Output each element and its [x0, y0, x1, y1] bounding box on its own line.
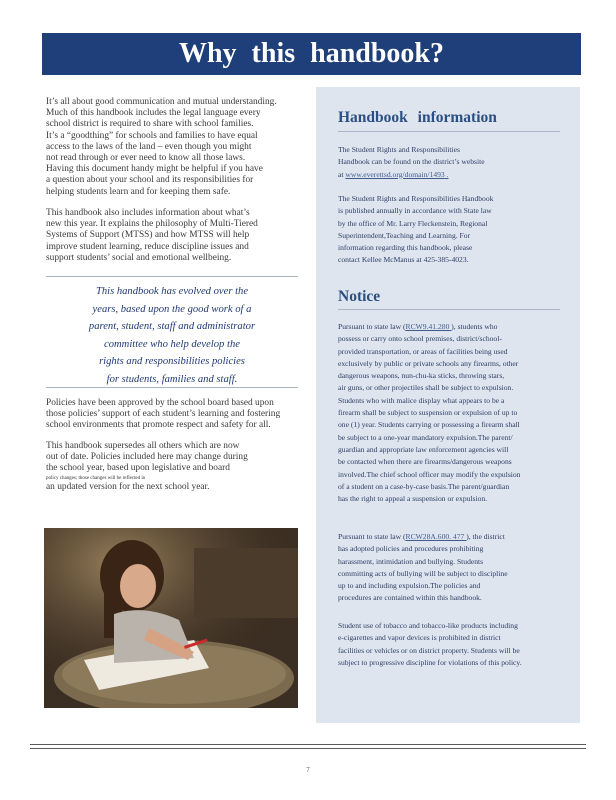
- handbook-info-heading: Handbook information: [338, 109, 497, 126]
- bullying-notice-paragraph: [338, 531, 560, 605]
- text-line: exclusively by public or private schools any firearms, other: [338, 358, 519, 368]
- intro-line: helping students learn and for keeping them safe.: [46, 186, 231, 197]
- text-line: e-cigarettes and vapor devices is prohibited in district: [338, 633, 501, 643]
- student-writing-photo: [44, 528, 298, 708]
- rcw-28a-600-477-link[interactable]: RCW28A.600. 477: [405, 532, 467, 541]
- intro-line: Having this document handy might be helpful if you have: [46, 164, 263, 175]
- text-line: Handbook can be found on the district’s website: [338, 157, 485, 167]
- text-line: has adopted policies and procedures prohibiting: [338, 544, 484, 554]
- handbook-location-paragraph: [338, 144, 560, 181]
- page-number: 7: [306, 766, 310, 774]
- publication-paragraph: [338, 193, 560, 267]
- text-line: Student use of tobacco and tobacco-like products including: [338, 621, 518, 630]
- intro-line: a question about your school and its responsibilities for: [46, 175, 254, 186]
- mtss-line: new this year. It explains the philosophy of Multi-Tiered: [46, 219, 258, 230]
- text-line: information regarding this handbook, please: [338, 243, 473, 253]
- footer-rule: [30, 748, 586, 749]
- intro-line: not read through or ever need to know all those laws.: [46, 153, 246, 164]
- notice-heading: Notice: [338, 288, 381, 305]
- text-line: one (1) year. Students carrying or possessing a firearm shall: [338, 420, 520, 430]
- supersede-line: the school year, based upon legislative and board: [46, 463, 230, 474]
- text-line: has the right to appeal a suspension or expulsion.: [338, 494, 488, 504]
- intro-line: It’s a “goodthing” for schools and families to have equal: [46, 130, 258, 141]
- text-line: be contacted when there are firearms/dangerous weapons: [338, 457, 512, 467]
- photo-illustration: [44, 528, 298, 708]
- rcw-9-41-280-link[interactable]: RCW9.41.280: [405, 322, 452, 331]
- page-title: Why this handbook?: [178, 38, 444, 69]
- text-line: of a student on a case-by-case basis.The parent/guardian: [338, 481, 510, 491]
- text-line: [338, 531, 560, 543]
- title-banner: [42, 33, 581, 75]
- text-line: The Student Rights and Responsibilities: [338, 145, 460, 154]
- district-website-link[interactable]: www.everettsd.org/domain/1493: [345, 169, 445, 179]
- text-line: firearm shall be subject to suspension or expulsion of up to: [338, 408, 518, 418]
- text-line: air guns, or other projectiles shall be subject to expulsion.: [338, 383, 514, 393]
- text-suffix: ), the district: [466, 532, 505, 541]
- quote-top-rule: [46, 276, 298, 277]
- supersede-tiny-line: policy changes; those changes will be reflected in: [46, 475, 146, 481]
- text-line: facilities or vehicles or on district property. Students will be: [338, 645, 520, 655]
- quote-line: for students, families and staff.: [106, 373, 238, 385]
- quote-line: committee who help develop the: [104, 338, 240, 350]
- text-prefix: Pursuant to state law (: [338, 322, 406, 331]
- supersede-line: an updated version for the next school year.: [46, 481, 210, 492]
- intro-line: It’s all about good communication and mutual understanding.: [46, 97, 277, 107]
- intro-line: school district is required to share with school families.: [46, 119, 254, 130]
- text-line: [338, 321, 560, 333]
- text-line: be subject to a one-year mandatory expulsion.The parent/: [338, 432, 513, 442]
- footer-rule: [30, 744, 586, 745]
- mtss-line: This handbook also includes information about what’s: [46, 208, 250, 218]
- intro-line: access to the laws of the land – even though you might: [46, 141, 252, 152]
- text-line: by the office of Mr. Larry Fleckenstein, Regional: [338, 218, 488, 228]
- heading-rule: [338, 309, 560, 310]
- link-trailing: .: [444, 169, 449, 179]
- text-line: contact Kellee McManus at 425-385-4023.: [338, 255, 469, 265]
- text-line: is published annually in accordance with State law: [338, 206, 492, 216]
- tobacco-notice-paragraph: [338, 620, 560, 669]
- approval-paragraph: [46, 398, 298, 432]
- approval-line: Policies have been approved by the school board based upon: [46, 398, 274, 408]
- pull-quote: [46, 283, 298, 389]
- heading-rule: [338, 131, 560, 132]
- quote-line: This handbook has evolved over the: [95, 286, 249, 297]
- mtss-line: Systems of Support (MTSS) and how MTSS will help: [46, 230, 250, 241]
- mtss-line: improve student learning, reduce discipline issues and: [46, 241, 249, 252]
- quote-line: years, based upon the good work of a: [92, 303, 252, 315]
- text-prefix: Pursuant to state law (: [338, 532, 406, 541]
- text-line: Superintendent,Teaching and Learning. For: [338, 230, 471, 240]
- text-line: subject to progressive discipline for violations of this policy.: [338, 657, 522, 667]
- quote-line: parent, student, staff and administrator: [88, 321, 256, 333]
- intro-paragraph: [46, 97, 298, 198]
- text-line: procedures are contained within this handbook.: [338, 593, 482, 603]
- text-line: The Student Rights and Responsibilities Handbook: [338, 194, 494, 203]
- supersede-line: This handbook supersedes all others which are now: [46, 441, 240, 451]
- text-line: up to and including expulsion.The policies and: [338, 581, 481, 591]
- text-line: dangerous weapons, nun-chu-ka sticks, throwing stars,: [338, 371, 505, 381]
- mtss-paragraph: [46, 208, 298, 264]
- intro-line: Much of this handbook includes the legal language every: [46, 108, 261, 119]
- mtss-line: support students’ social and emotional wellbeing.: [46, 252, 232, 263]
- quote-line: rights and responsibilities policies: [99, 356, 245, 368]
- quote-bottom-rule: [46, 387, 298, 388]
- text-line: guardian and appropriate law enforcement agencies will: [338, 444, 509, 454]
- text-suffix: ), students who: [451, 322, 498, 331]
- supersede-line: out of date. Policies included here may change during: [46, 452, 248, 463]
- text-prefix: at: [338, 169, 346, 179]
- text-line: [338, 169, 560, 181]
- approval-line: those policies’ support of each student’s learning and fostering: [46, 409, 281, 420]
- firearms-notice-paragraph: [338, 321, 560, 505]
- approval-line: school environments that promote respect and safety for all.: [46, 420, 271, 431]
- text-line: possess or carry onto school premises, district/school-: [338, 334, 502, 344]
- info-panel: [316, 87, 580, 723]
- text-line: harassment, intimidation and bullying. Students: [338, 556, 484, 566]
- text-line: committing acts of bullying will be subject to discipline: [338, 568, 508, 578]
- supersede-paragraph: [46, 441, 298, 493]
- text-line: involved.The chief school officer may modify the expulsion: [338, 469, 521, 479]
- text-line: Students who with malice display what appears to be a: [338, 395, 505, 405]
- text-line: provided transportation, or areas of facilities being used: [338, 346, 508, 356]
